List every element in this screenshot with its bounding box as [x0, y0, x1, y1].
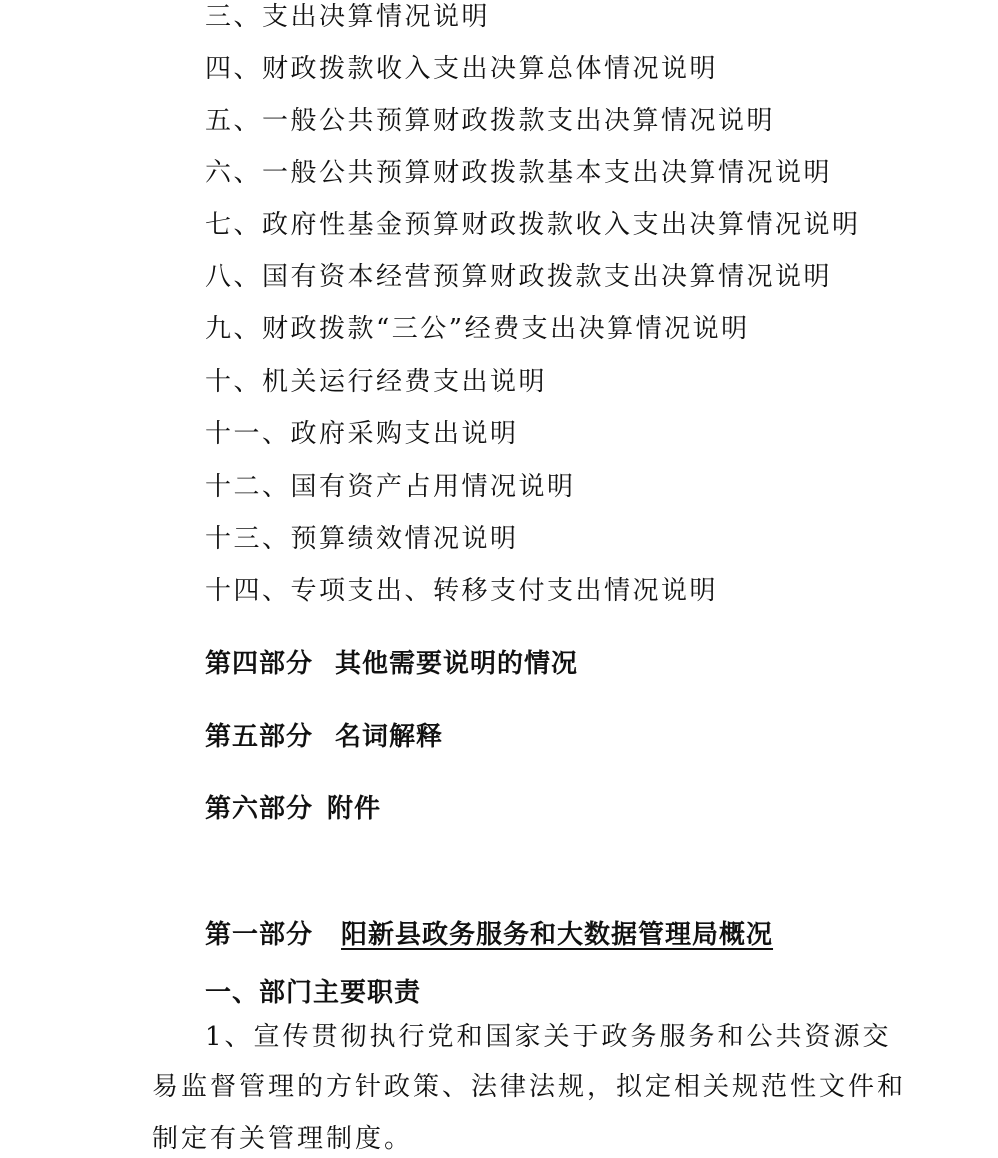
toc-part-title: 其他需要说明的情况	[335, 649, 579, 679]
section-part-title: 阳新县政务服务和大数据管理局概况	[341, 920, 774, 950]
toc-item: 三、支出决算情况说明	[205, 2, 491, 32]
toc-item: 十一、政府采购支出说明	[205, 419, 519, 449]
section-heading: 一、部门主要职责	[205, 978, 422, 1008]
toc-part-label: 第六部分	[205, 794, 314, 824]
toc-item: 四、财政拨款收入支出决算总体情况说明	[205, 54, 719, 84]
toc-part-title: 附件	[327, 794, 382, 824]
toc-item: 十三、预算绩效情况说明	[205, 524, 519, 554]
toc-item: 六、一般公共预算财政拨款基本支出决算情况说明	[205, 158, 833, 188]
section-part-heading	[205, 922, 773, 948]
paragraph-line: 制定有关管理制度。	[152, 1124, 414, 1154]
toc-part-four	[205, 651, 578, 677]
toc-item: 十、机关运行经费支出说明	[205, 367, 548, 397]
toc-item: 九、财政拨款“三公”经费支出决算情况说明	[205, 314, 750, 344]
toc-item: 八、国有资本经营预算财政拨款支出决算情况说明	[205, 262, 833, 292]
paragraph-line: 易监督管理的方针政策、法律法规，拟定相关规范性文件和	[152, 1072, 907, 1102]
toc-item: 七、政府性基金预算财政拨款收入支出决算情况说明	[205, 210, 861, 240]
toc-part-title: 名词解释	[335, 722, 444, 752]
toc-item: 十四、专项支出、转移支付支出情况说明	[205, 576, 719, 606]
toc-part-label: 第四部分	[205, 649, 314, 679]
toc-part-five	[205, 724, 443, 750]
toc-item: 十二、国有资产占用情况说明	[205, 472, 576, 502]
paragraph-line: 1、宣传贯彻执行党和国家关于政务服务和公共资源交	[205, 1022, 892, 1052]
section-part-label: 第一部分	[205, 920, 314, 950]
toc-item: 五、一般公共预算财政拨款支出决算情况说明	[205, 106, 776, 136]
toc-part-label: 第五部分	[205, 722, 314, 752]
toc-part-six	[205, 796, 381, 822]
